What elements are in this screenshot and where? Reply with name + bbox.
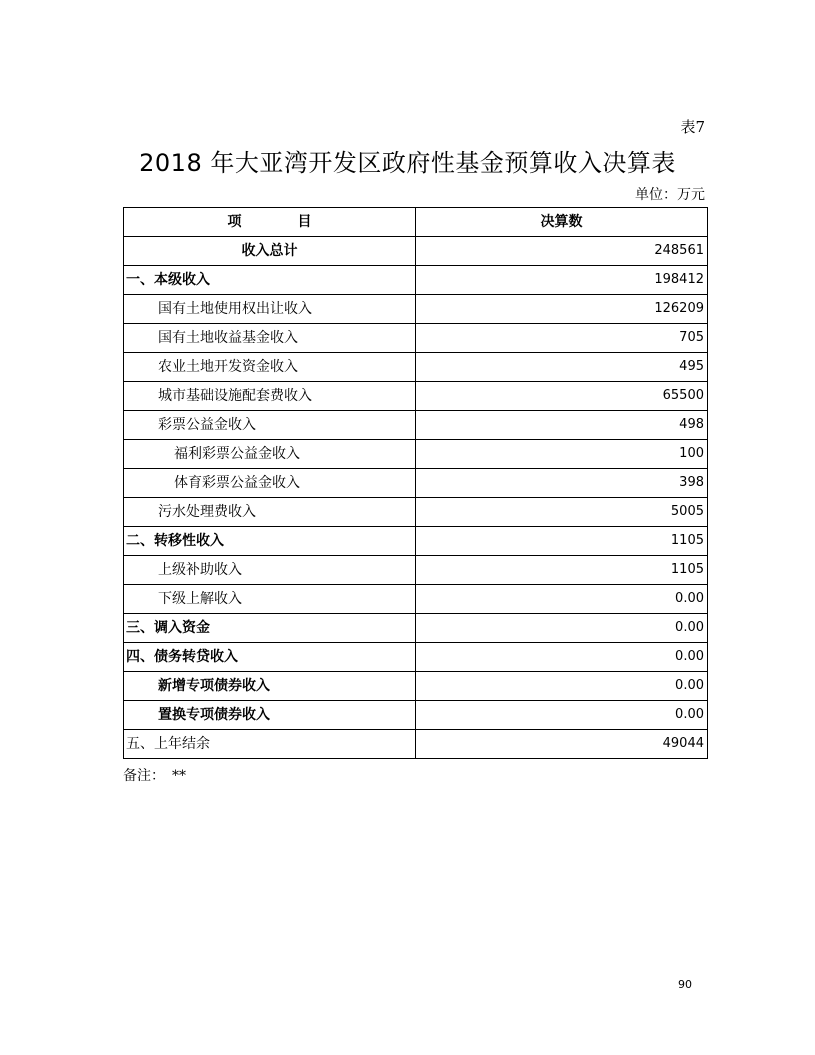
row-label: 福利彩票公益金收入 xyxy=(124,440,416,469)
table-row xyxy=(124,411,708,440)
table-row xyxy=(124,469,708,498)
page-title: 2018 年大亚湾开发区政府性基金预算收入决算表 xyxy=(139,149,676,177)
row-value: 0.00 xyxy=(416,643,708,672)
row-value: 495 xyxy=(416,353,708,382)
row-label: 置换专项债券收入 xyxy=(124,701,416,730)
row-value: 705 xyxy=(416,324,708,353)
note: 备注： ** xyxy=(123,768,186,784)
row-value: 0.00 xyxy=(416,701,708,730)
row-label: 收入总计 xyxy=(124,237,416,266)
table-row xyxy=(124,440,708,469)
row-value: 0.00 xyxy=(416,585,708,614)
table-row xyxy=(124,382,708,411)
budget-table xyxy=(123,207,708,759)
row-value: 0.00 xyxy=(416,672,708,701)
row-label: 一、本级收入 xyxy=(124,266,416,295)
row-label: 国有土地收益基金收入 xyxy=(124,324,416,353)
row-label: 二、转移性收入 xyxy=(124,527,416,556)
table-row xyxy=(124,237,708,266)
row-label: 新增专项债券收入 xyxy=(124,672,416,701)
row-value: 1105 xyxy=(416,556,708,585)
table-row xyxy=(124,527,708,556)
table-row xyxy=(124,701,708,730)
table-row xyxy=(124,353,708,382)
row-label: 体育彩票公益金收入 xyxy=(124,469,416,498)
header-amount: 决算数 xyxy=(416,208,708,237)
row-value: 198412 xyxy=(416,266,708,295)
row-label: 国有土地使用权出让收入 xyxy=(124,295,416,324)
page-number: 90 xyxy=(678,978,692,991)
row-label: 三、调入资金 xyxy=(124,614,416,643)
row-label: 四、债务转贷收入 xyxy=(124,643,416,672)
row-value: 126209 xyxy=(416,295,708,324)
table-row xyxy=(124,672,708,701)
row-value: 0.00 xyxy=(416,614,708,643)
unit-label: 单位：万元 xyxy=(635,187,705,203)
row-label: 城市基础设施配套费收入 xyxy=(124,382,416,411)
row-value: 248561 xyxy=(416,237,708,266)
row-value: 398 xyxy=(416,469,708,498)
row-label: 彩票公益金收入 xyxy=(124,411,416,440)
row-label: 五、上年结余 xyxy=(124,730,416,759)
table-row xyxy=(124,643,708,672)
table-row xyxy=(124,324,708,353)
table-row xyxy=(124,585,708,614)
row-label: 下级上解收入 xyxy=(124,585,416,614)
row-value: 5005 xyxy=(416,498,708,527)
table-row xyxy=(124,295,708,324)
table-row xyxy=(124,498,708,527)
table-row xyxy=(124,556,708,585)
row-value: 100 xyxy=(416,440,708,469)
table-header-row xyxy=(124,208,708,237)
row-label: 农业土地开发资金收入 xyxy=(124,353,416,382)
table-label: 表7 xyxy=(680,118,705,136)
row-value: 498 xyxy=(416,411,708,440)
row-value: 65500 xyxy=(416,382,708,411)
table-row xyxy=(124,614,708,643)
row-value: 49044 xyxy=(416,730,708,759)
row-label: 上级补助收入 xyxy=(124,556,416,585)
table-row xyxy=(124,730,708,759)
row-label: 污水处理费收入 xyxy=(124,498,416,527)
table-row xyxy=(124,266,708,295)
row-value: 1105 xyxy=(416,527,708,556)
header-item: 项 目 xyxy=(124,208,416,237)
